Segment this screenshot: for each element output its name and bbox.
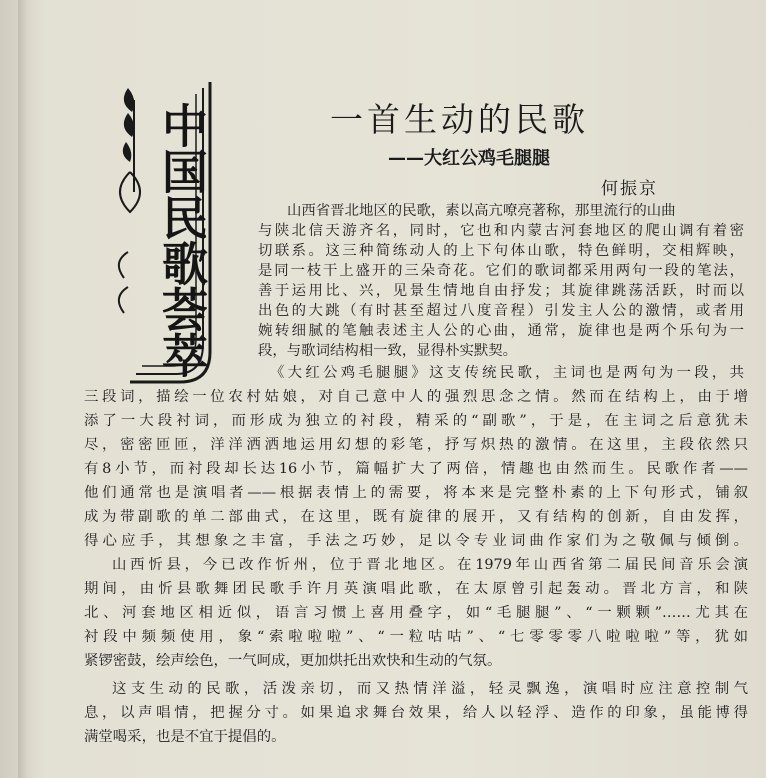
- body-line: 善于运用比、兴，见景生情地自由抒发；其旋律跳荡活跃，时而以: [258, 283, 744, 299]
- body-line: 有8小节，而衬段却长达16小节，篇幅扩大了两倍，情趣也由然而生。民歌作者——: [84, 461, 748, 477]
- column-header-decoration: [110, 82, 220, 387]
- body-line: 息，以声唱情，把握分寸。如果追求舞台效果，给人以轻浮、造作的印象，虽能博得: [84, 705, 748, 721]
- body-line: 山西忻县，今已改作忻州，位于晋北地区。在1979年山西省第二届民间音乐会演: [112, 557, 748, 573]
- body-line: 是同一枝干上盛开的三朵奇花。它们的歌词都采用两句一段的笔法，: [258, 263, 744, 279]
- body-line: 得心应手，其想象之丰富，手法之巧妙，足以令专业词曲作家们为之敬佩与倾倒。: [84, 533, 748, 549]
- article-subtitle: ——大红公鸡毛腿腿: [388, 148, 550, 169]
- body-line: 婉转细腻的笔触表述主人公的心曲，通常，旋律也是两个乐句为一: [258, 323, 744, 339]
- article-title: 一首生动的民歌: [330, 100, 589, 139]
- body-line: 与陕北信天游齐名，同时，它也和内蒙古河套地区的爬山调有着密: [258, 223, 744, 239]
- body-line: 尽，密密匝匝，洋洋洒洒地运用幻想的彩笔，抒写炽热的激情。在这里，主段依然只: [84, 437, 748, 453]
- body-line: 他们通常也是演唱者——根据表情上的需要，将本来是完整朴素的上下句形式，铺叙: [84, 485, 748, 501]
- column-title: 中国民歌荟萃: [155, 102, 209, 378]
- body-line: 北、河套地区相近似，语言习惯上喜用叠字，如“毛腿腿”、“一颗颗”……尤其在: [84, 605, 748, 621]
- body-line: 这支生动的民歌，活泼亲切，而又热情洋溢，轻灵飘逸，演唱时应注意控制气: [112, 681, 748, 697]
- page-fold-shadow: [18, 0, 28, 778]
- body-line: 切联系。这三种简练动人的上下句体山歌，特色鲜明，交相辉映，: [258, 243, 744, 259]
- body-line: 山西省晋北地区的民歌，素以高亢嘹亮著称，那里流行的山曲: [287, 203, 676, 219]
- article-author: 何振京: [601, 179, 658, 199]
- body-line: 出色的大跳（有时甚至超过八度音程）引发主人公的激情，或者用: [258, 303, 744, 319]
- body-line: 《大红公鸡毛腿腿》这支传统民歌，主词也是两句为一段，共: [270, 365, 744, 381]
- body-line: 三段词，描绘一位农村姑娘，对自己意中人的强烈思念之情。然而在结构上，由于增: [84, 389, 748, 405]
- body-line: 衬段中频频使用，象“索啦啦啦”、“一粒咕咕”、“七零零零八啦啦啦”等，犹如: [84, 629, 748, 645]
- body-line: 紧锣密鼓，绘声绘色，一气呵成，更加烘托出欢快和生动的气氛。: [84, 653, 502, 669]
- body-line: 段，与歌词结构相一致，显得朴实默契。: [258, 343, 518, 359]
- body-line: 满堂喝采，也是不宜于提倡的。: [84, 729, 286, 745]
- body-line: 期间，由忻县歌舞团民歌手许月英演唱此歌，在太原曾引起轰动。晋北方言，和陕: [84, 581, 748, 597]
- body-line: 添了一大段衬词，而形成为独立的衬段，精采的“副歌”，于是，在主词之后意犹未: [84, 413, 748, 429]
- body-line: 成为带副歌的单二部曲式，在这里，既有旋律的展开，又有结构的创新，自由发挥，: [84, 509, 748, 525]
